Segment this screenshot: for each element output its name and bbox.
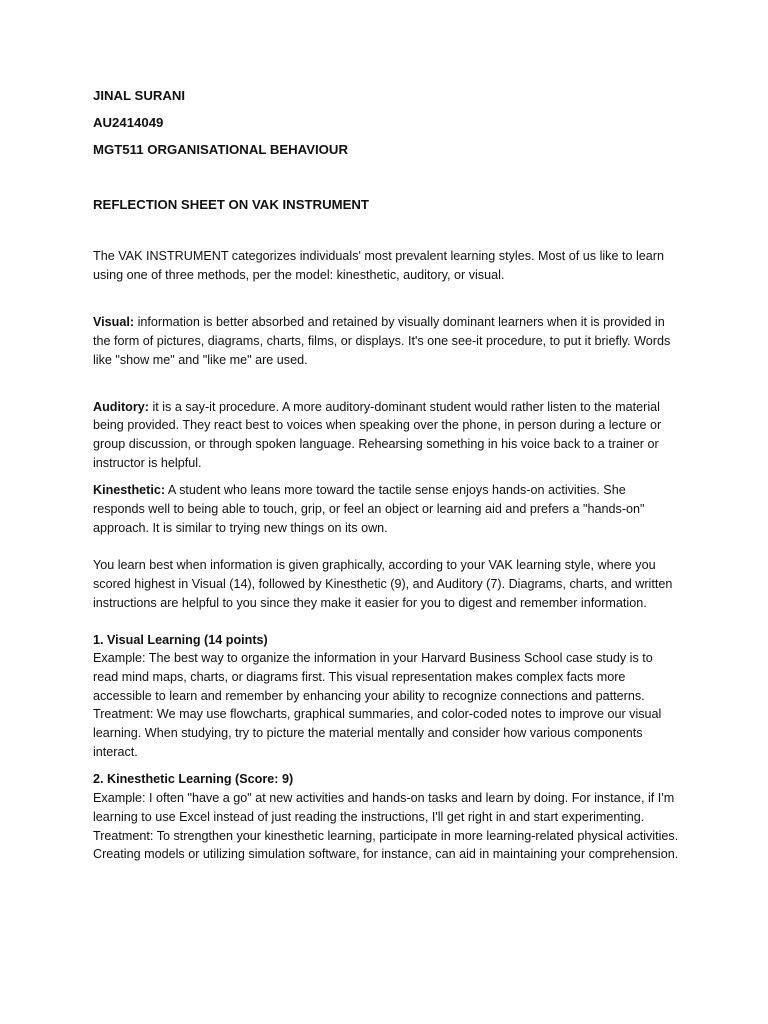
intro-paragraph: The VAK INSTRUMENT categorizes individuals' most prevalent learning styles. Most of us like to learn using one of three methods, per the model: kinesthetic, auditory, or visual. [93,249,664,282]
document-title: REFLECTION SHEET ON VAK INSTRUMENT [93,197,369,212]
auditory-label: Auditory: [93,399,149,414]
visual-text: information is better absorbed and retained by visually dominant learners when it is provided in the form of pictures, diagrams, charts, films, or displays. It's one see-it procedure, to put it briefly. Words like "show me" and "like me" are used. [93,315,671,367]
kinesthetic-learning-example: Example: I often "have a go" at new activities and hands-on tasks and learn by doing. For instance, if I'm learning to use Excel instead of just reading the instructions, I'll get right in and start experimenting. [93,791,675,824]
auditory-paragraph [93,398,681,473]
kinesthetic-learning-heading: 2. Kinesthetic Learning (Score: 9) [93,772,294,787]
author-name: JINAL SURANI [93,88,186,103]
visual-learning-section [93,631,681,762]
kinesthetic-label: Kinesthetic: [93,483,166,498]
course-title: MGT511 ORGANISATIONAL BEHAVIOUR [93,142,348,157]
kinesthetic-learning-treatment: Treatment: To strengthen your kinesthetic learning, participate in more learning-related physical activities. Creating models or utilizing simulation software, for instance, can aid in maintaining your comprehension. [93,828,679,862]
kinesthetic-learning-section [93,770,681,864]
kinesthetic-paragraph [93,481,681,537]
summary-paragraph: You learn best when information is given graphically, according to your VAK learning style, where you scored highest in Visual (14), followed by Kinesthetic (9), and Auditory (7). Diagrams, charts, and written instructions are helpful to you since they make it easier for you to digest and remember information. [93,558,673,610]
visual-paragraph [93,313,681,369]
visual-learning-heading: 1. Visual Learning (14 points) [93,632,268,647]
document-body [93,86,681,864]
auditory-text: it is a say-it procedure. A more auditory-dominant student would rather listen to the material being provided. They react best to voices when speaking over the phone, in person during a lecture or group discussion, or through spoken language. Rehearsing something in his voice back to a trainer or instructor is helpful. [93,399,662,470]
student-id: AU2414049 [93,115,164,130]
kinesthetic-text: A student who leans more toward the tactile sense enjoys hands-on activities. She responds well to being able to touch, grip, or feel an object or learning aid and prefers a "hands-on" approach. It is similar to trying new things on its own. [93,483,645,535]
visual-learning-treatment: Treatment: We may use flowcharts, graphical summaries, and color-coded notes to improve our visual learning. When studying, try to picture the material mentally and consider how various components interact. [93,707,662,759]
visual-learning-example: Example: The best way to organize the information in your Harvard Business School case study is to read mind maps, charts, or diagrams first. This visual representation makes complex facts more accessible to learn and remember by enhancing your ability to recognize connections and patterns. [93,651,653,703]
visual-label: Visual: [93,315,135,330]
